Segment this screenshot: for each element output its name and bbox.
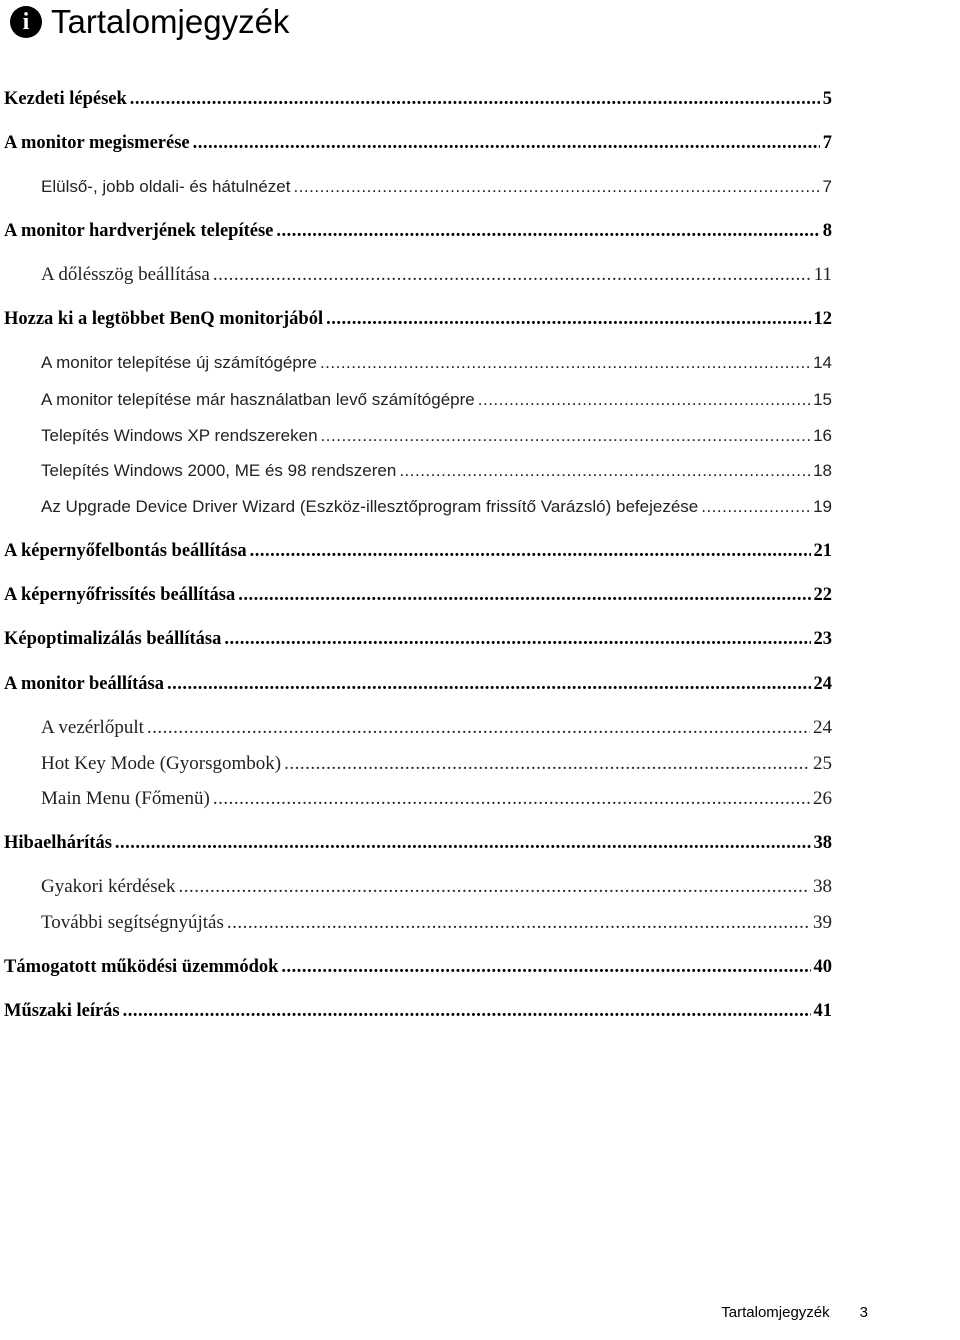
toc-entry-label: A monitor telepítése már használatban levő számítógépre	[41, 390, 475, 409]
toc-leader-dots	[167, 673, 811, 695]
toc-entry-page: 39	[813, 912, 832, 933]
toc-entry-page: 38	[813, 833, 832, 853]
toc-entry-page: 7	[822, 177, 832, 196]
toc-entry-page: 5	[822, 89, 832, 109]
toc-entry[interactable]	[4, 132, 832, 154]
toc-entry-page: 14	[813, 353, 832, 372]
toc-entry-page: 25	[813, 753, 832, 774]
footer-page-number: 3	[859, 1304, 868, 1321]
toc-leader-dots	[179, 876, 810, 898]
toc-leader-dots	[193, 132, 820, 154]
toc-entry-page: 23	[813, 629, 832, 649]
toc-entry-page: 40	[813, 957, 832, 977]
toc-entry-label: Hozza ki a legtöbbet BenQ monitorjából	[4, 309, 324, 329]
toc-entry-page: 16	[813, 426, 832, 445]
toc-entry[interactable]	[4, 308, 832, 330]
toc-entry-label: A képernyőfelbontás beállítása	[4, 541, 247, 561]
toc-leader-dots	[227, 912, 810, 934]
toc-entry[interactable]	[4, 876, 832, 898]
toc-entry[interactable]	[4, 264, 832, 286]
toc-entry-label: A képernyőfrissítés beállítása	[4, 585, 236, 605]
toc-leader-dots	[238, 584, 810, 606]
toc-entry-page: 41	[813, 1001, 832, 1021]
toc-entry-page: 11	[813, 264, 832, 285]
toc-leader-dots	[123, 1000, 811, 1022]
toc-entry-label: Elülső-, jobb oldali- és hátulnézet	[41, 177, 291, 196]
toc-leader-dots	[147, 717, 810, 739]
toc-leader-dots	[284, 753, 810, 775]
toc-entry[interactable]	[4, 220, 832, 242]
toc-entry-page: 7	[822, 133, 832, 153]
toc-entry-page: 26	[813, 788, 832, 809]
toc-entry[interactable]	[4, 956, 832, 978]
toc-entry-page: 12	[813, 309, 832, 329]
toc-entry[interactable]	[4, 540, 832, 562]
toc-entry[interactable]	[4, 673, 832, 695]
toc-entry-label: Main Menu (Főmenü)	[41, 788, 210, 809]
toc-entry-label: A vezérlőpult	[41, 717, 144, 738]
toc-entry-label: Az Upgrade Device Driver Wizard (Eszköz-illesztőprogram frissítő Varázsló) befejezése	[41, 497, 699, 516]
toc-entry-label: Gyakori kérdések	[41, 876, 176, 897]
toc-leader-dots	[321, 425, 811, 447]
toc-entry-label: Hot Key Mode (Gyorsgombok)	[41, 753, 282, 774]
toc-entry[interactable]	[4, 460, 832, 482]
toc-entry[interactable]	[4, 389, 832, 411]
toc-entry[interactable]	[4, 584, 832, 606]
toc-entry-page: 24	[813, 674, 832, 694]
toc-leader-dots	[130, 88, 820, 110]
toc-entry-label: További segítségnyújtás	[41, 912, 224, 933]
toc-leader-dots	[478, 389, 810, 411]
toc-leader-dots	[326, 308, 810, 330]
toc-leader-dots	[115, 832, 811, 854]
toc-entry-page: 19	[813, 497, 832, 516]
toc-entry-label: Telepítés Windows 2000, ME és 98 rendszeren	[41, 461, 397, 480]
toc-entry-label: Kezdeti lépések	[4, 89, 127, 109]
toc-entry-label: Telepítés Windows XP rendszereken	[41, 426, 318, 445]
toc-leader-dots	[701, 496, 810, 518]
toc-entry[interactable]	[4, 912, 832, 934]
toc-entry[interactable]	[4, 496, 832, 518]
toc-entry-page: 22	[813, 585, 832, 605]
toc-entry-label: Műszaki leírás	[4, 1001, 120, 1021]
toc-leader-dots	[399, 460, 810, 482]
toc-entry[interactable]	[4, 788, 832, 810]
toc-leader-dots	[250, 540, 811, 562]
toc-entry-page: 15	[813, 390, 832, 409]
toc-entry-label: A monitor hardverjének telepítése	[4, 221, 274, 241]
toc-entry[interactable]	[4, 628, 832, 650]
toc-entry-label: A monitor megismerése	[4, 133, 190, 153]
toc-leader-dots	[320, 352, 810, 374]
toc-entry[interactable]	[4, 1000, 832, 1022]
toc-entry-label: A monitor telepítése új számítógépre	[41, 353, 317, 372]
toc-entry[interactable]	[4, 176, 832, 198]
toc-entry-page: 38	[813, 876, 832, 897]
toc-entry[interactable]	[4, 425, 832, 447]
toc-entry[interactable]	[4, 753, 832, 775]
page-footer	[721, 1304, 868, 1321]
toc-entry-label: A monitor beállítása	[4, 674, 164, 694]
toc-entry-page: 8	[822, 221, 832, 241]
info-icon: i	[10, 6, 42, 38]
page-header	[10, 0, 289, 44]
toc-entry-label: Hibaelhárítás	[4, 833, 112, 853]
toc-entry[interactable]	[4, 717, 832, 739]
toc-entry[interactable]	[4, 832, 832, 854]
toc-entry[interactable]	[4, 352, 832, 374]
toc-entry[interactable]	[4, 88, 832, 110]
page-title: Tartalomjegyzék	[51, 3, 290, 40]
toc-leader-dots	[213, 788, 810, 810]
toc-entry-label: Képoptimalizálás beállítása	[4, 629, 222, 649]
toc-entry-page: 24	[813, 717, 832, 738]
toc-entry-page: 18	[813, 461, 832, 480]
toc-leader-dots	[276, 220, 819, 242]
toc-entry-label: Támogatott működési üzemmódok	[4, 957, 279, 977]
toc-entry-page: 21	[813, 541, 832, 561]
toc-leader-dots	[224, 628, 810, 650]
toc-leader-dots	[293, 176, 819, 198]
footer-section-title: Tartalomjegyzék	[721, 1304, 830, 1321]
toc-entry-label: A dőlésszög beállítása	[41, 264, 210, 285]
toc-leader-dots	[281, 956, 810, 978]
toc-leader-dots	[213, 264, 811, 286]
